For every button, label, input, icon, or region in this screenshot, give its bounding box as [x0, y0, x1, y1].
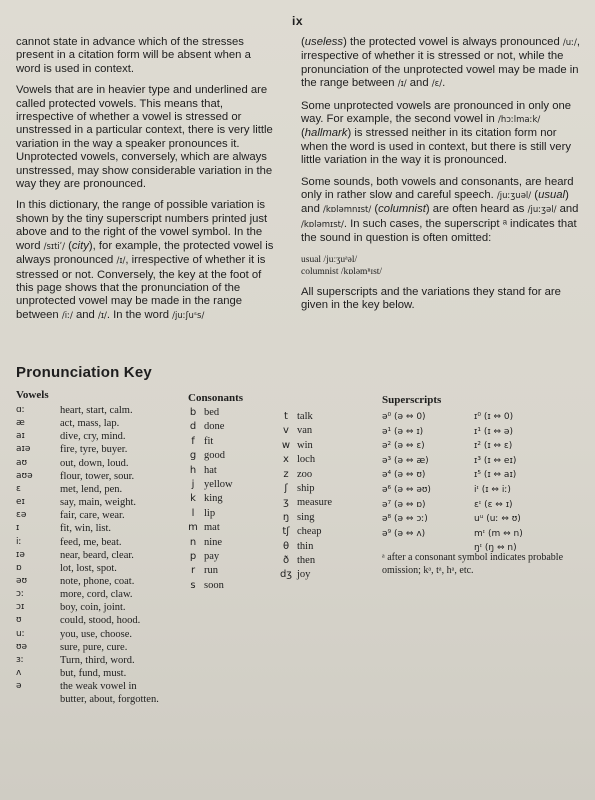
vowel-examples: butter, about, forgotten. [60, 694, 159, 706]
superscript-note: ᵃ after a consonant symbol indicates probable omission; kᵃ, tᵃ, hᵃ, etc. [382, 552, 564, 576]
superscripts-header: Superscripts [382, 394, 442, 406]
vowel-row [16, 641, 196, 654]
superscript-row: uᵘ (uː ⇔ ʊ) [474, 514, 521, 525]
consonant-symbol: b [189, 407, 197, 418]
right-text-column [301, 36, 583, 321]
paragraph: All superscripts and the variations they stand for are given in the key below. [301, 285, 561, 312]
consonant-example: pay [204, 551, 220, 562]
consonant-symbol: j [191, 479, 195, 490]
text-run: Vowels that are in heavier type and underlined are called protected vowels. [16, 84, 268, 110]
ipa-transcription: /ɪ/ [397, 79, 407, 90]
vowel-symbol: ɔː [16, 589, 24, 600]
consonant-example: win [297, 439, 313, 451]
superscript-row: ə⁹ (ə ⇔ ʌ) [382, 528, 426, 539]
ipa-transcription: /sɪtiʹ/ [43, 241, 65, 252]
ipa-transcription: /iː/ [61, 310, 73, 321]
ipa-transcription: /ɪ/ [97, 310, 107, 321]
vowel-row [16, 470, 196, 483]
consonant-row [279, 424, 399, 438]
consonant-example: loch [297, 454, 316, 466]
vowels-header: Vowels [16, 389, 49, 401]
example-line: usual /juːʒuᵃəl/ [301, 254, 358, 265]
vowel-row [16, 575, 196, 588]
vowel-row [16, 457, 196, 470]
consonant-symbol: ʃ [284, 483, 288, 494]
vowel-row [16, 693, 196, 706]
vowel-examples: flour, tower, sour. [60, 470, 135, 482]
example-block [301, 254, 583, 278]
vowel-symbol: ɪə [16, 549, 25, 560]
vowel-symbol: ʊ [16, 615, 22, 626]
vowel-examples: lot, lost, spot. [60, 562, 117, 574]
superscript-symbol: ᵃ [502, 217, 507, 230]
text-run: . [442, 77, 446, 90]
vowel-examples: say, main, weight. [60, 497, 137, 509]
vowel-examples: fit, win, list. [60, 523, 112, 535]
consonant-example: soon [204, 579, 224, 591]
vowel-symbol: aʊ [16, 457, 28, 468]
consonant-row [279, 453, 399, 467]
consonant-symbol: p [189, 551, 197, 562]
consonant-example: hat [204, 464, 217, 476]
example-word: usual [538, 189, 566, 202]
consonant-example: nine [204, 536, 223, 548]
consonant-row [279, 554, 399, 568]
superscript-row: ɪ⁵ (ɪ ⇔ aɪ) [474, 470, 517, 481]
paragraph [301, 36, 583, 92]
vowel-symbol: iː [16, 536, 22, 547]
vowel-examples: more, cord, claw. [60, 589, 133, 601]
consonant-example: van [297, 425, 313, 437]
superscript-row: ə⁶ (ə ⇔ əʊ) [382, 485, 431, 495]
superscript-row: ɪ¹ (ɪ ⇔ ə) [474, 426, 513, 437]
consonant-symbol: z [283, 468, 289, 480]
vowel-examples: near, beard, clear. [60, 549, 134, 561]
consonant-symbol: x [283, 454, 289, 466]
consonant-example: cheap [297, 526, 322, 538]
text-run: Some unprotected vowels are pronounced in only one way. For example, the second vowel in [301, 99, 572, 126]
consonant-example: bed [204, 407, 220, 418]
consonant-row [279, 568, 399, 582]
consonant-symbol: h [189, 464, 197, 476]
superscript-row: iᶦ (ɪ ⇔ iː) [474, 485, 511, 495]
consonant-example: yellow [204, 479, 233, 490]
text-run: ( [371, 203, 379, 216]
ipa-transcription: /juːʒuəl/ [496, 191, 532, 202]
vowel-examples: Turn, third, word. [60, 654, 135, 666]
text-run: ) the protected vowel is always pronounced [343, 36, 563, 48]
superscript-row: ə¹ (ə ⇔ ɪ) [382, 426, 424, 437]
paragraph [16, 199, 278, 323]
consonant-symbol: l [191, 507, 195, 519]
consonant-example: done [204, 421, 225, 433]
vowel-symbol: ɪ [16, 523, 20, 534]
consonant-example: zoo [297, 468, 313, 480]
consonant-symbol: n [189, 536, 197, 548]
text-run: In this dictionary, the range of possible variation is shown by the tiny superscript numbers printed just above and to the right of the vowel symbol. In the word [16, 199, 268, 252]
consonant-example: talk [297, 411, 313, 422]
vowel-examples: dive, cry, mind. [60, 431, 126, 443]
text-run: indicates that the sound in question is often omitted: [301, 217, 577, 245]
text-run: Some sounds, both vowels and consonants, are heard only in rather slow and careful speech. [301, 175, 574, 202]
consonant-row [279, 410, 399, 424]
text-run: ), for example, the protected vowel is always pronounced [16, 239, 274, 267]
vowel-row [16, 509, 196, 522]
ipa-transcription: /juːʃuˢs/ [172, 310, 205, 321]
text-run: ( [301, 36, 305, 48]
vowel-examples: you, use, choose. [60, 628, 133, 640]
vowel-row [16, 522, 196, 535]
vowel-row [16, 483, 196, 496]
consonant-example: joy [297, 569, 311, 581]
vowel-row [16, 601, 196, 614]
vowel-examples: fire, tyre, buyer. [60, 444, 128, 456]
left-text-column [16, 36, 278, 331]
consonant-symbol: tʃ [282, 526, 290, 538]
consonant-row [279, 468, 399, 482]
consonant-symbol: w [281, 439, 291, 451]
vowel-row [16, 536, 196, 549]
vowel-row [16, 417, 196, 430]
text-run: ( [531, 189, 539, 202]
vowel-symbol: ʊə [16, 641, 28, 652]
consonant-symbol: k [190, 493, 196, 505]
consonant-symbol: θ [282, 540, 290, 552]
vowel-symbol: ʌ [16, 668, 22, 678]
vowel-row [16, 680, 196, 693]
vowel-row [16, 588, 196, 601]
superscript-row: ɪ³ (ɪ ⇔ eɪ) [474, 455, 517, 466]
text-run: ( [65, 239, 72, 252]
ipa-transcription: /juːʒəl/ [527, 205, 557, 216]
example-line: columnist /kɒləmⁿɪst/ [301, 266, 383, 277]
consonant-symbol: ð [282, 555, 290, 566]
consonant-example: measure [297, 497, 332, 509]
ipa-transcription: /ɛ/ [431, 79, 443, 90]
paragraph: cannot state in advance which of the stresses present in a citation form will be absent when a word is used in context. [16, 36, 251, 75]
paragraph [301, 100, 583, 168]
vowel-examples: sure, pure, cure. [60, 641, 128, 653]
vowel-row [16, 614, 196, 627]
text-run: , irrespective of whether it is stressed or not, while the pronunciation of the unprotected vowel may be made in the range between [301, 36, 580, 90]
consonant-example: fit [204, 435, 214, 447]
superscript-row: ə² (ə ⇔ ɛ) [382, 441, 425, 452]
superscript-row: ə³ (ə ⇔ æ) [382, 455, 429, 466]
vowel-row [16, 628, 196, 641]
superscript-row: ɪ² (ɪ ⇔ ɛ) [474, 441, 513, 452]
consonant-example: lip [204, 507, 216, 519]
vowel-examples: heart, start, calm. [60, 405, 133, 416]
example-word: useless [304, 36, 344, 48]
example-word: columnist [378, 203, 426, 216]
vowel-symbol: ə [16, 681, 22, 692]
consonant-symbol: r [190, 565, 196, 577]
ipa-transcription: /uː/ [562, 38, 577, 48]
vowel-symbol: ɔɪ [16, 602, 25, 613]
text-run: . In the word [106, 308, 173, 321]
vowel-examples: met, lend, pen. [60, 483, 123, 495]
vowel-examples: feed, me, beat. [60, 536, 122, 548]
example-word: hallmark [304, 127, 348, 140]
vowel-symbol: ɒ [16, 562, 22, 573]
superscript-row: mᶦ (m ⇔ n) [474, 528, 523, 539]
consonant-symbol: dʒ [279, 569, 293, 581]
consonant-symbol: g [189, 450, 197, 462]
consonants-header: Consonants [188, 392, 244, 404]
paragraph [301, 176, 583, 246]
vowel-symbol: aɪə [16, 444, 31, 455]
vowel-examples: act, mass, lap. [60, 418, 120, 430]
page-number: ix [291, 14, 303, 28]
text-run: ) and [301, 189, 569, 216]
consonant-row [279, 482, 399, 496]
vowel-row [16, 443, 196, 456]
vowel-symbol: əʊ [16, 575, 28, 586]
consonant-row [279, 540, 399, 554]
vowel-symbol: æ [16, 418, 25, 429]
paragraph [16, 84, 278, 191]
consonant-row [279, 525, 399, 539]
example-word: city [71, 239, 89, 252]
vowel-row [16, 654, 196, 667]
consonant-example: good [204, 450, 225, 462]
vowel-row [16, 496, 196, 509]
vowel-row [16, 549, 196, 562]
superscript-row: ə⁰ (ə ⇔ 0) [382, 412, 426, 422]
ipa-transcription: /kɒləmɪst/ [301, 219, 344, 230]
consonant-example: sing [297, 511, 315, 523]
consonant-row [279, 439, 399, 453]
vowel-symbol: eɪ [16, 497, 25, 508]
text-run: and [72, 308, 98, 321]
superscript-row: ə⁷ (ə ⇔ ɒ) [382, 499, 426, 510]
consonant-symbol: s [190, 579, 196, 591]
text-run: and [406, 77, 432, 90]
consonant-row [279, 511, 399, 525]
superscript-row: ɪ⁰ (ɪ ⇔ 0) [474, 412, 514, 422]
consonant-example: thin [297, 540, 314, 552]
vowel-symbol: ɑː [16, 405, 25, 415]
vowel-symbol: aɪ [16, 431, 25, 442]
consonant-symbol: d [189, 421, 197, 433]
vowel-row [16, 404, 196, 417]
text-run: and [556, 203, 579, 216]
vowel-symbol: aʊə [16, 470, 33, 481]
vowel-examples: boy, coin, joint. [60, 602, 126, 614]
vowel-row [16, 667, 196, 680]
text-run: ( [301, 127, 305, 140]
vowel-symbol: ɛə [16, 510, 27, 521]
ipa-transcription: /ɪ/ [116, 256, 126, 267]
ipa-transcription: /kɒləmnɪst/ [323, 205, 372, 216]
consonant-example: ship [297, 483, 315, 494]
ipa-transcription: /hɔːlmaːk/ [497, 115, 541, 126]
vowel-symbol: ɛ [16, 483, 21, 494]
vowel-row [16, 562, 196, 575]
consonant-example: then [297, 555, 316, 566]
vowel-row [16, 430, 196, 443]
vowel-examples: out, down, loud. [60, 457, 129, 469]
vowel-examples: note, phone, coat. [60, 575, 135, 587]
vowel-examples: the weak vowel in [60, 681, 137, 693]
consonant-example: run [204, 565, 218, 577]
pronunciation-key-title: Pronunciation Key [16, 364, 152, 381]
consonant-symbol: ŋ [282, 511, 290, 523]
vowel-examples: but, fund, must. [60, 668, 127, 679]
consonant-symbol: t [284, 411, 288, 422]
vowel-symbol: uː [16, 628, 25, 639]
consonant-row [279, 496, 399, 510]
vowel-symbol: ɜː [16, 654, 24, 665]
consonant-symbol: f [191, 435, 195, 447]
superscript-row: ə⁴ (ə ⇔ ʊ) [382, 470, 426, 481]
text-run: . In such cases, the superscript [343, 217, 503, 230]
text-run: , irrespective of whether it is stressed or not. Conversely, the key at the foot of this page shows that the pronunciation of the unprotected vowel may be made in the range between [16, 254, 266, 321]
vowel-examples: fair, care, wear. [60, 510, 125, 522]
superscript-row: ɛᶦ (ɛ ⇔ ɪ) [474, 499, 513, 510]
superscript-row: ə⁸ (ə ⇔ ɔː) [382, 514, 428, 525]
text-run: ) is stressed neither in its citation form nor when the word is used in context, but there is still very little variation in the way it is pronounced. [301, 127, 572, 167]
consonant-symbol: m [188, 522, 198, 534]
consonant-symbol: ʒ [283, 497, 289, 509]
vowel-examples: could, stood, hood. [60, 615, 141, 627]
text-run: ) are often heard as [425, 203, 528, 216]
consonant-example: mat [204, 522, 220, 534]
consonant-symbol: v [283, 425, 289, 437]
consonant-example: king [204, 493, 223, 505]
text-run: This means that, irrespective of whether a vowel is stressed or unstressed in a particular context, there is very little variation in the way a speaker pronounces it. Unprotected vowels, conversely, which are always unstressed, may show considerable variation in the way they are pronounced. [16, 97, 273, 191]
superscript-row: ŋᶦ (ŋ ⇔ n) [474, 543, 517, 554]
